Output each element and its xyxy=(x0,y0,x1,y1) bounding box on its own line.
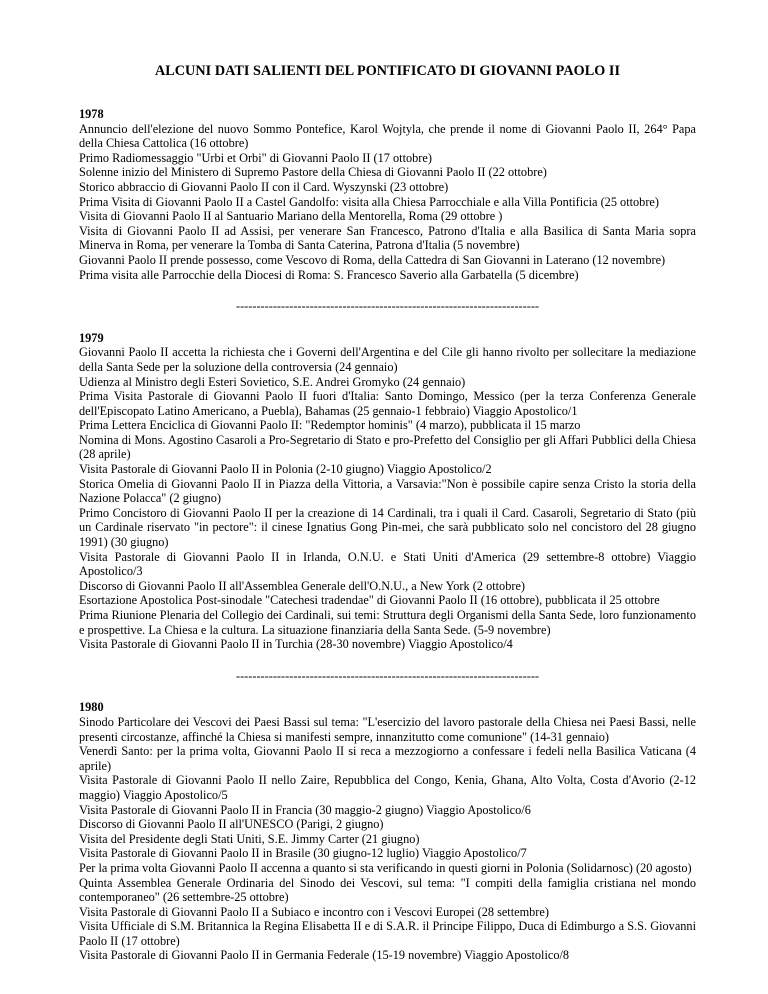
timeline-entry: Visita di Giovanni Paolo II al Santuario Mariano della Mentorella, Roma (29 ottobre ) xyxy=(79,209,503,224)
timeline-entry: Prima Visita Pastorale di Giovanni Paolo II fuori d'Italia: Santo Domingo, Messico (per la terza Conferenza Generale dell'Episcopato Latino Americano, a Puebla), Bahamas (25 gennaio-1 febbraio) Viaggio Apostolico/1 xyxy=(79,389,696,418)
timeline-entry: Giovanni Paolo II accetta la richiesta che i Governi dell'Argentina e del Cile gli hanno rivolto per sollecitare la mediazione della Santa Sede per la soluzione della controversia (24 gennaio) xyxy=(79,345,696,374)
timeline-entry: Solenne inizio del Ministero di Supremo Pastore della Chiesa di Giovanni Paolo II (22 ottobre) xyxy=(79,165,547,180)
timeline-entry: Visita di Giovanni Paolo II ad Assisi, per venerare San Francesco, Patrono d'Italia e alla Basilica di Santa Maria sopra Minerva in Roma, per venerare la Tomba di Santa Caterina, Patrona d'Italia (5 novembre) xyxy=(79,223,696,253)
timeline-entry: Giovanni Paolo II prende possesso, come Vescovo di Roma, della Cattedra di San Giovanni in Laterano (12 novembre) xyxy=(79,252,666,267)
timeline-entry: Nomina di Mons. Agostino Casaroli a Pro-Segretario di Stato e pro-Prefetto del Consiglio per gli Affari Pubblici della Chiesa (28 aprile) xyxy=(79,432,696,462)
timeline-entry: Visita Pastorale di Giovanni Paolo II in Brasile (30 giugno-12 luglio) Viaggio Apostolico/7 xyxy=(79,846,527,861)
document-page xyxy=(79,0,696,963)
entry-list xyxy=(79,122,696,283)
timeline-entry: Primo Concistoro di Giovanni Paolo II per la creazione di 14 Cardinali, tra i quali il Card. Casaroli, Segretario di Stato (più un Cardinale riservato "in pectore": il cinese Ignatius Gong Pin-mei, che sarà pubblicato solo nel concistoro del 28 giugno 1991) (30 giugno) xyxy=(79,505,696,550)
timeline-entry: Storica Omelia di Giovanni Paolo II in Piazza della Vittoria, a Varsavia:"Non è possibile capire senza Cristo la storia della Nazione Polacca" (2 giugno) xyxy=(79,476,696,506)
year-heading: 1980 xyxy=(79,700,104,715)
timeline-entry: Prima Lettera Enciclica di Giovanni Paolo II: "Redemptor hominis" (4 marzo), pubblicata il 15 marzo xyxy=(79,418,581,433)
year-section-1980 xyxy=(79,700,696,963)
timeline-entry: Sinodo Particolare dei Vescovi dei Paesi Bassi sul tema: "L'esercizio del lavoro pastorale della Chiesa nei Paesi Bassi, nelle presenti circostanze, affinché la Chiesa si manifesti sempre, innanzitutto come comunione" (14-31 gennaio) xyxy=(79,714,696,744)
section-separator: -------------------------------------------------------------------------- xyxy=(235,299,540,314)
timeline-entry: Visita Ufficiale di S.M. Britannica la Regina Elisabetta II e di S.A.R. il Principe Filippo, Duca di Edimburgo a S.S. Giovanni Paolo II (17 ottobre) xyxy=(79,919,696,948)
timeline-entry: Primo Radiomessaggio "Urbi et Orbi" di Giovanni Paolo II (17 ottobre) xyxy=(79,150,432,165)
timeline-entry: Venerdì Santo: per la prima volta, Giovanni Paolo II si reca a mezzogiorno a confessare i fedeli nella Basilica Vaticana (4 aprile) xyxy=(79,744,696,773)
timeline-entry: Visita Pastorale di Giovanni Paolo II in Francia (30 maggio-2 giugno) Viaggio Apostolico/6 xyxy=(79,802,531,817)
timeline-entry: Visita del Presidente degli Stati Uniti, S.E. Jimmy Carter (21 giugno) xyxy=(79,831,420,846)
timeline-entry: Prima Visita di Giovanni Paolo II a Castel Gandolfo: visita alla Chiesa Parrocchiale e alla Villa Pontificia (25 ottobre) xyxy=(79,194,659,209)
entry-list xyxy=(79,715,696,963)
timeline-entry: Visita Pastorale di Giovanni Paolo II in Polonia (2-10 giugno) Viaggio Apostolico/2 xyxy=(79,462,492,477)
timeline-entry: Esortazione Apostolica Post-sinodale "Catechesi tradendae" di Giovanni Paolo II (16 ottobre), pubblicata il 25 ottobre xyxy=(79,593,660,608)
timeline-entry: Visita Pastorale di Giovanni Paolo II a Subiaco e incontro con i Vescovi Europei (28 settembre) xyxy=(79,904,549,919)
timeline-entry: Quinta Assemblea Generale Ordinaria del Sinodo dei Vescovi, sul tema: "I compiti della famiglia cristiana nel mondo contemporaneo" (26 settembre-25 ottobre) xyxy=(79,875,696,905)
timeline-entry: Udienza al Ministro degli Esteri Sovietico, S.E. Andrei Gromyko (24 gennaio) xyxy=(79,374,466,389)
timeline-entry: Prima Riunione Plenaria del Collegio dei Cardinali, sui temi: Struttura degli Organismi della Santa Sede, loro funzionamento e prospettive. La Chiesa e la cultura. La situazione finanziaria della Santa Sede. (5-9 novembre) xyxy=(79,608,696,637)
timeline-entry: Prima visita alle Parrocchie della Diocesi di Roma: S. Francesco Saverio alla Garbatella (5 dicembre) xyxy=(79,267,579,282)
year-heading: 1978 xyxy=(79,107,104,121)
timeline-entry: Discorso di Giovanni Paolo II all'UNESCO (Parigi, 2 giugno) xyxy=(79,817,384,832)
timeline-entry: Annuncio dell'elezione del nuovo Sommo Pontefice, Karol Wojtyla, che prende il nome di Giovanni Paolo II, 264° Papa della Chiesa Cattolica (16 ottobre) xyxy=(79,121,696,151)
year-section-1978 xyxy=(79,107,696,282)
timeline-entry: Storico abbraccio di Giovanni Paolo II con il Card. Wyszynski (23 ottobre) xyxy=(79,179,449,194)
year-heading: 1979 xyxy=(79,330,104,345)
timeline-entry: Visita Pastorale di Giovanni Paolo II in Germania Federale (15-19 novembre) Viaggio Apostolico/8 xyxy=(79,948,570,963)
timeline-entry: Visita Pastorale di Giovanni Paolo II in Turchia (28-30 novembre) Viaggio Apostolico/4 xyxy=(79,637,513,652)
timeline-entry: Visita Pastorale di Giovanni Paolo II in Irlanda, O.N.U. e Stati Uniti d'America (29 settembre-8 ottobre) Viaggio Apostolico/3 xyxy=(79,549,696,579)
year-sections xyxy=(79,107,696,963)
document-title: ALCUNI DATI SALIENTI DEL PONTIFICATO DI GIOVANNI PAOLO II xyxy=(154,63,621,79)
year-section-1979 xyxy=(79,331,696,652)
entry-list xyxy=(79,345,696,651)
timeline-entry: Visita Pastorale di Giovanni Paolo II nello Zaire, Repubblica del Congo, Kenia, Ghana, Alto Volta, Costa d'Avorio (2-12 maggio) Viaggio Apostolico/5 xyxy=(79,773,696,802)
section-separator: -------------------------------------------------------------------------- xyxy=(235,668,540,683)
timeline-entry: Discorso di Giovanni Paolo II all'Assemblea Generale dell'O.N.U., a New York (2 ottobre) xyxy=(79,578,525,593)
timeline-entry: Per la prima volta Giovanni Paolo II accenna a quanto si sta verificando in questi giorni in Polonia (Solidarnosc) (20 agosto) xyxy=(79,860,692,875)
